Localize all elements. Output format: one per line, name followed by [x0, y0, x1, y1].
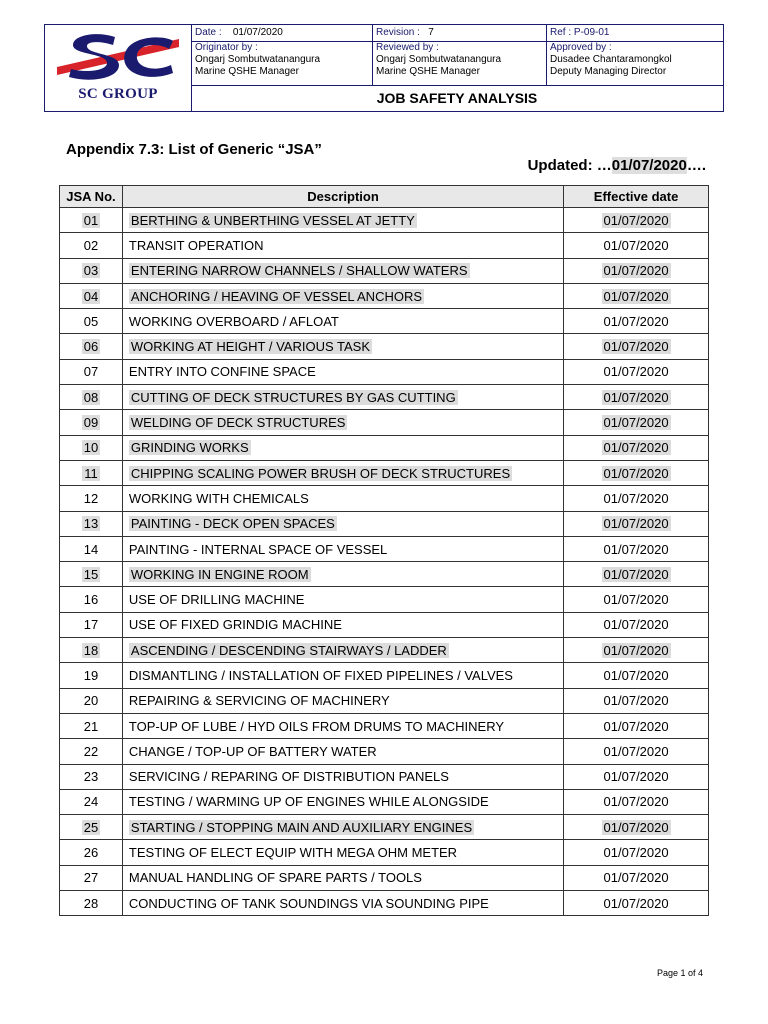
jsa-number-cell	[60, 283, 123, 308]
description-cell	[122, 208, 563, 233]
description-cell	[122, 638, 563, 663]
description-cell	[122, 891, 563, 916]
jsa-number-cell-text: 06	[83, 339, 99, 355]
appendix-title: Appendix 7.3: List of Generic “JSA”	[66, 141, 322, 158]
jsa-number-cell	[60, 587, 123, 612]
jsa-number-cell-text: 14	[83, 541, 99, 557]
jsa-number-cell-text: 27	[83, 870, 99, 886]
document-header	[44, 24, 724, 112]
description-cell	[122, 511, 563, 536]
table-row	[60, 865, 709, 890]
description-cell	[122, 385, 563, 410]
jsa-number-cell	[60, 562, 123, 587]
effective-date-cell	[564, 511, 709, 536]
approver-label: Approved by :	[550, 42, 612, 53]
effective-date-cell	[564, 233, 709, 258]
effective-date-cell	[564, 840, 709, 865]
jsa-number-cell-text: 12	[83, 490, 99, 506]
jsa-number-cell-text: 13	[83, 516, 99, 532]
table-row	[60, 283, 709, 308]
jsa-number-cell-text: 03	[83, 263, 99, 279]
originator-label: Originator by :	[195, 42, 258, 53]
table-row	[60, 536, 709, 561]
description-cell	[122, 309, 563, 334]
description-cell-text: ASCENDING / DESCENDING STAIRWAYS / LADDER	[130, 642, 447, 658]
table-row	[60, 334, 709, 359]
effective-date-cell-text: 01/07/2020	[603, 566, 669, 582]
description-cell-text: GRINDING WORKS	[130, 440, 249, 456]
description-cell	[122, 713, 563, 738]
col-header-description: Description	[122, 186, 563, 208]
jsa-number-cell-text: 17	[83, 617, 99, 633]
revision-label: Revision :	[376, 27, 420, 38]
description-cell-text: TESTING OF ELECT EQUIP WITH MEGA OHM METER	[128, 845, 458, 861]
effective-date-cell	[564, 283, 709, 308]
jsa-number-cell	[60, 865, 123, 890]
description-cell	[122, 562, 563, 587]
table-row	[60, 840, 709, 865]
description-cell	[122, 258, 563, 283]
reviewer-label: Reviewed by :	[376, 42, 439, 53]
description-cell	[122, 536, 563, 561]
effective-date-cell	[564, 891, 709, 916]
effective-date-cell-text: 01/07/2020	[603, 364, 669, 380]
jsa-number-cell-text: 04	[83, 288, 99, 304]
jsa-number-cell	[60, 612, 123, 637]
effective-date-cell-text: 01/07/2020	[603, 288, 669, 304]
page-number: Page 1 of 4	[656, 968, 703, 978]
description-cell-text: USE OF FIXED GRINDIG MACHINE	[128, 617, 342, 633]
description-cell-text: WORKING IN ENGINE ROOM	[130, 566, 309, 582]
description-cell-text: WELDING OF DECK STRUCTURES	[130, 415, 346, 431]
table-row	[60, 562, 709, 587]
approver-cell	[546, 42, 723, 78]
table-row	[60, 764, 709, 789]
effective-date-cell	[564, 334, 709, 359]
effective-date-cell	[564, 385, 709, 410]
document-title: JOB SAFETY ANALYSIS	[376, 90, 538, 106]
description-cell-text: CHIPPING SCALING POWER BRUSH OF DECK STRUCTURES	[130, 465, 511, 481]
effective-date-cell	[564, 359, 709, 384]
jsa-number-cell-text: 28	[83, 895, 99, 911]
table-row	[60, 688, 709, 713]
effective-date-cell-text: 01/07/2020	[603, 212, 669, 228]
description-cell-text: PAINTING - DECK OPEN SPACES	[130, 516, 335, 532]
description-cell	[122, 739, 563, 764]
description-cell-text: CHANGE / TOP-UP OF BATTERY WATER	[128, 743, 377, 759]
description-cell	[122, 460, 563, 485]
effective-date-cell-text: 01/07/2020	[603, 845, 669, 861]
effective-date-cell-text: 01/07/2020	[603, 718, 669, 734]
jsa-number-cell-text: 22	[83, 743, 99, 759]
description-cell	[122, 359, 563, 384]
updated-line	[528, 157, 706, 174]
jsa-number-cell	[60, 764, 123, 789]
jsa-number-cell	[60, 258, 123, 283]
approver-name: Dusadee Chantaramongkol	[550, 54, 672, 65]
description-cell	[122, 815, 563, 840]
jsa-number-cell	[60, 435, 123, 460]
jsa-number-cell	[60, 410, 123, 435]
effective-date-cell	[564, 460, 709, 485]
effective-date-cell	[564, 486, 709, 511]
table-header-row	[60, 186, 709, 208]
effective-date-cell-text: 01/07/2020	[603, 516, 669, 532]
date-label: Date :	[195, 27, 222, 38]
effective-date-cell	[564, 688, 709, 713]
effective-date-cell	[564, 536, 709, 561]
effective-date-cell-text: 01/07/2020	[603, 693, 669, 709]
ref-value: P-09-01	[573, 27, 610, 38]
jsa-number-cell	[60, 638, 123, 663]
description-cell-text: DISMANTLING / INSTALLATION OF FIXED PIPELINES / VALVES	[128, 667, 513, 683]
effective-date-cell	[564, 208, 709, 233]
effective-date-cell	[564, 663, 709, 688]
effective-date-cell-text: 01/07/2020	[603, 313, 669, 329]
description-cell	[122, 865, 563, 890]
description-cell-text: WORKING AT HEIGHT / VARIOUS TASK	[130, 339, 371, 355]
jsa-number-cell	[60, 511, 123, 536]
jsa-number-cell	[60, 688, 123, 713]
jsa-number-cell	[60, 460, 123, 485]
effective-date-cell-text: 01/07/2020	[603, 465, 669, 481]
description-cell	[122, 789, 563, 814]
col-header-jsa-no: JSA No.	[60, 186, 123, 208]
jsa-number-cell	[60, 713, 123, 738]
jsa-number-cell-text: 21	[83, 718, 99, 734]
description-cell-text: ANCHORING / HEAVING OF VESSEL ANCHORS	[130, 288, 423, 304]
effective-date-cell-text: 01/07/2020	[603, 389, 669, 405]
description-cell	[122, 688, 563, 713]
description-cell-text: MANUAL HANDLING OF SPARE PARTS / TOOLS	[128, 870, 422, 886]
effective-date-cell-text: 01/07/2020	[603, 667, 669, 683]
jsa-number-cell	[60, 486, 123, 511]
jsa-number-cell-text: 16	[83, 592, 99, 608]
effective-date-cell	[564, 815, 709, 840]
table-row	[60, 233, 709, 258]
effective-date-cell	[564, 309, 709, 334]
reviewer-cell	[372, 42, 546, 78]
jsa-number-cell-text: 15	[83, 566, 99, 582]
table-row	[60, 815, 709, 840]
effective-date-cell	[564, 865, 709, 890]
updated-date: 01/07/2020	[611, 157, 687, 174]
effective-date-cell	[564, 562, 709, 587]
description-cell	[122, 840, 563, 865]
description-cell	[122, 663, 563, 688]
description-cell-text: ENTERING NARROW CHANNELS / SHALLOW WATERS	[130, 263, 468, 279]
effective-date-cell-text: 01/07/2020	[603, 870, 669, 886]
jsa-number-cell-text: 23	[83, 769, 99, 785]
date-cell	[191, 27, 372, 39]
table-row	[60, 258, 709, 283]
description-cell-text: TRANSIT OPERATION	[128, 237, 264, 253]
col-header-effective-date: Effective date	[564, 186, 709, 208]
effective-date-cell-text: 01/07/2020	[603, 541, 669, 557]
jsa-number-cell	[60, 309, 123, 334]
effective-date-cell	[564, 410, 709, 435]
jsa-number-cell-text: 20	[83, 693, 99, 709]
table-row	[60, 359, 709, 384]
jsa-number-cell-text: 11	[84, 465, 98, 481]
table-row	[60, 511, 709, 536]
jsa-number-cell-text: 26	[83, 845, 99, 861]
jsa-number-cell-text: 10	[83, 440, 99, 456]
jsa-number-cell	[60, 208, 123, 233]
jsa-number-cell-text: 05	[83, 313, 99, 329]
effective-date-cell	[564, 587, 709, 612]
table-row	[60, 435, 709, 460]
description-cell	[122, 283, 563, 308]
effective-date-cell-text: 01/07/2020	[603, 895, 669, 911]
effective-date-cell-text: 01/07/2020	[603, 339, 669, 355]
sc-group-logo-icon	[55, 33, 181, 85]
jsa-number-cell-text: 24	[83, 794, 99, 810]
ref-cell	[546, 27, 723, 39]
description-cell	[122, 233, 563, 258]
effective-date-cell-text: 01/07/2020	[603, 794, 669, 810]
table-row	[60, 789, 709, 814]
jsa-number-cell-text: 25	[83, 819, 99, 835]
effective-date-cell-text: 01/07/2020	[603, 263, 669, 279]
effective-date-cell	[564, 638, 709, 663]
originator-name: Ongarj Sombutwatanangura	[195, 54, 321, 65]
updated-suffix: ….	[686, 157, 706, 174]
revision-value: 7	[428, 27, 434, 38]
table-row	[60, 486, 709, 511]
description-cell-text: CONDUCTING OF TANK SOUNDINGS VIA SOUNDING PIPE	[128, 895, 489, 911]
revision-cell	[372, 27, 546, 39]
effective-date-cell-text: 01/07/2020	[603, 617, 669, 633]
effective-date-cell	[564, 258, 709, 283]
jsa-number-cell	[60, 891, 123, 916]
table-row	[60, 612, 709, 637]
description-cell-text: WORKING OVERBOARD / AFLOAT	[128, 313, 339, 329]
description-cell-text: PAINTING - INTERNAL SPACE OF VESSEL	[128, 541, 388, 557]
jsa-number-cell	[60, 789, 123, 814]
jsa-table	[59, 185, 709, 916]
jsa-number-cell-text: 01	[83, 212, 99, 228]
effective-date-cell-text: 01/07/2020	[603, 592, 669, 608]
description-cell-text: ENTRY INTO CONFINE SPACE	[128, 364, 316, 380]
reviewer-role: Marine QSHE Manager	[376, 66, 480, 77]
description-cell-text: SERVICING / REPARING OF DISTRIBUTION PANELS	[128, 769, 449, 785]
jsa-number-cell	[60, 536, 123, 561]
description-cell-text: USE OF DRILLING MACHINE	[128, 592, 305, 608]
jsa-number-cell	[60, 815, 123, 840]
effective-date-cell	[564, 764, 709, 789]
reviewer-name: Ongarj Sombutwatanangura	[376, 54, 502, 65]
description-cell-text: STARTING / STOPPING MAIN AND AUXILIARY ENGINES	[130, 819, 473, 835]
table-row	[60, 891, 709, 916]
description-cell-text: WORKING WITH CHEMICALS	[128, 490, 309, 506]
table-row	[60, 587, 709, 612]
table-body	[60, 208, 709, 916]
effective-date-cell	[564, 612, 709, 637]
description-cell-text: CUTTING OF DECK STRUCTURES BY GAS CUTTING	[130, 389, 456, 405]
approver-role: Deputy Managing Director	[550, 66, 667, 77]
jsa-number-cell-text: 07	[83, 364, 99, 380]
effective-date-cell-text: 01/07/2020	[603, 415, 669, 431]
jsa-number-cell	[60, 739, 123, 764]
description-cell	[122, 334, 563, 359]
table-row	[60, 638, 709, 663]
effective-date-cell-text: 01/07/2020	[603, 490, 669, 506]
originator-role: Marine QSHE Manager	[195, 66, 299, 77]
jsa-number-cell-text: 18	[83, 642, 99, 658]
description-cell	[122, 764, 563, 789]
table-row	[60, 410, 709, 435]
jsa-number-cell	[60, 334, 123, 359]
effective-date-cell-text: 01/07/2020	[603, 440, 669, 456]
jsa-number-cell-text: 02	[83, 237, 99, 253]
description-cell-text: TOP-UP OF LUBE / HYD OILS FROM DRUMS TO MACHINERY	[128, 718, 505, 734]
table-row	[60, 460, 709, 485]
description-cell	[122, 486, 563, 511]
effective-date-cell-text: 01/07/2020	[603, 743, 669, 759]
table-row	[60, 739, 709, 764]
jsa-number-cell	[60, 359, 123, 384]
effective-date-cell	[564, 739, 709, 764]
effective-date-cell	[564, 789, 709, 814]
logo-text: SC GROUP	[78, 86, 158, 102]
jsa-number-cell	[60, 663, 123, 688]
table-row	[60, 663, 709, 688]
description-cell-text: REPAIRING & SERVICING OF MACHINERY	[128, 693, 390, 709]
effective-date-cell-text: 01/07/2020	[603, 819, 669, 835]
jsa-number-cell	[60, 840, 123, 865]
effective-date-cell-text: 01/07/2020	[603, 237, 669, 253]
jsa-number-cell-text: 09	[83, 415, 99, 431]
effective-date-cell-text: 01/07/2020	[603, 769, 669, 785]
logo-cell	[45, 25, 192, 111]
date-value: 01/07/2020	[232, 27, 283, 38]
jsa-number-cell-text: 08	[83, 389, 99, 405]
jsa-number-cell	[60, 233, 123, 258]
table-row	[60, 713, 709, 738]
jsa-number-cell-text: 19	[83, 667, 99, 683]
table-row	[60, 309, 709, 334]
table-row	[60, 208, 709, 233]
effective-date-cell	[564, 435, 709, 460]
description-cell-text: BERTHING & UNBERTHING VESSEL AT JETTY	[130, 212, 415, 228]
ref-label: Ref :	[550, 27, 572, 38]
effective-date-cell	[564, 713, 709, 738]
description-cell	[122, 612, 563, 637]
originator-cell	[191, 42, 372, 78]
updated-prefix: Updated: …	[527, 157, 612, 174]
effective-date-cell-text: 01/07/2020	[603, 642, 669, 658]
table-row	[60, 385, 709, 410]
description-cell-text: TESTING / WARMING UP OF ENGINES WHILE ALONGSIDE	[128, 794, 489, 810]
jsa-number-cell	[60, 385, 123, 410]
description-cell	[122, 587, 563, 612]
description-cell	[122, 410, 563, 435]
description-cell	[122, 435, 563, 460]
